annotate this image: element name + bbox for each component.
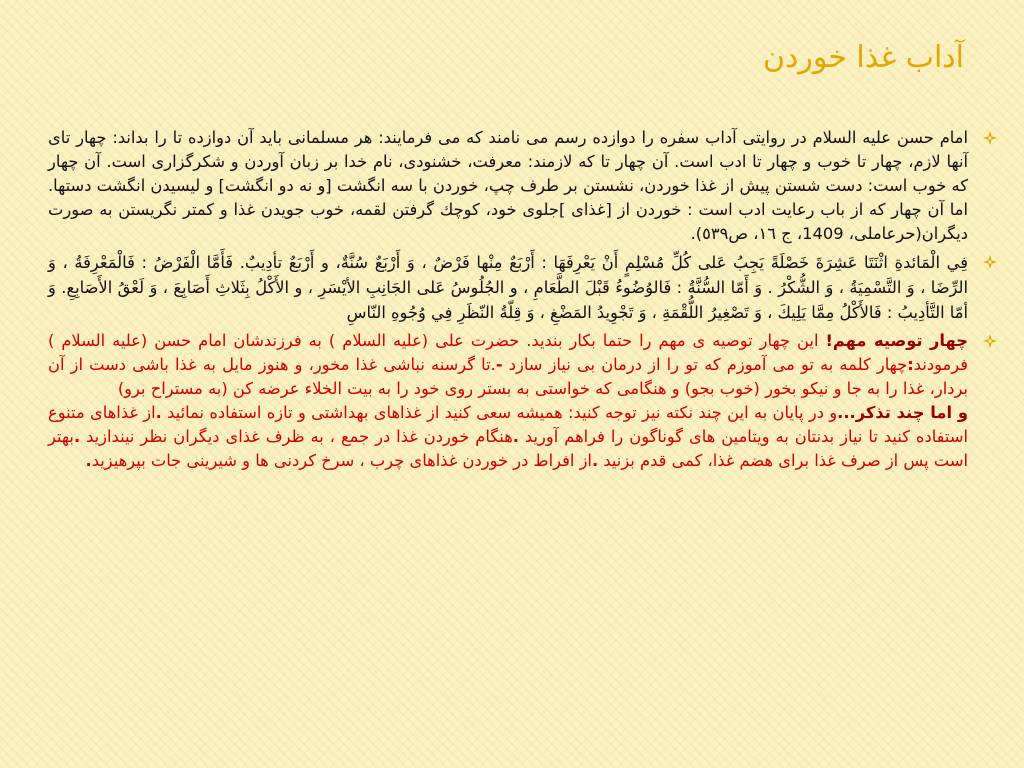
advice-text: .تا گرسنه نباشی غذا مخور، و هنوز مایل به غذا باشی دست از آن بردار، غذا را به جا و نیکو بخور (خوب بجو) و هنگامی که خواستی به بستر روی خود را به بیت الخلاء عرضه کن (به مستراح برو)	[48, 355, 968, 398]
reminders-text: هنگام خوردن غذا در جمع ، به ظرف غذای دیگران نظر نیندازید	[80, 427, 513, 446]
reminders-heading: و اما چند تذکر...	[837, 403, 968, 422]
reminders-dot: .	[512, 427, 519, 446]
advice-text: این چهار توصیه ی مهم را حتما بکار بندید. حضرت علی (علیه السلام ) به فرزندشان امام حسن (علیه السلام ) فرمودند	[48, 331, 968, 374]
reminders-dot: .	[73, 427, 81, 446]
paragraph-text: فِي الْمَائدةِ اثْنَتَا عَشِرَةَ خَصْلَةً يَجِبُ عَلی كُلِّ مُسْلِمٍ أَنْ يَعْرِفَهَا : أَرْبَعٌ مِنْها فَرْضٌ ، وَ أَرْبَعٌ سُنَّةٌ، و أَرْبَعٌ تأدِيبٌ. فَأَمَّا الْفَرْضُ : فَالْمَعْرِفَةُ ، وَ الرِّضَا ، وَ التَّسْمِيَةُ ، وَ الشُّكْرُ . وَ أَمّا السُّنَّةُ : فَالوُضُوءُ قَبْلَ الطَّعَامِ ، و الجُلُوسُ عَلی الجَانِبِ الأيْسَرِ ، و الأَكْلُ بِثَلاثِ أَصَابِعَ ، وَ لَعْقُ الأَصَابِعِ. وَ أمّا التَّأدِيبُ : فَالأَكْلُ مِمَّا يَلِيكَ ، وَ تَصْغِيرُ اللُّقْمَةِ ، وَ تَجْوِيدُ المَضْغِ ، وَ قِلّةُ النّظَرِ فِي وُجُوهِ النّاسِ	[48, 253, 968, 322]
advice-heading: چهار توصیه مهم!	[825, 331, 968, 350]
reminders-dot: .	[591, 451, 599, 470]
slide-body	[48, 126, 968, 477]
reminders-dot: .	[85, 451, 92, 470]
diamond-star-icon	[983, 131, 997, 145]
advice-paragraph	[48, 329, 968, 473]
diamond-star-icon	[983, 334, 997, 348]
hadith-arabic-paragraph	[48, 250, 968, 325]
reminders-dot: .	[155, 403, 162, 422]
reminders-text: بهتر است پس از صرف غذا برای هضم غذا، کمی قدم بزنید	[48, 427, 968, 470]
slide-title: آداب غذا خوردن	[762, 40, 964, 75]
reminders-text: و در پایان به این چند نکته نیز توجه کنید: همیشه سعی کنید از غذاهای بهداشتی و تازه استفاده نمائید	[161, 403, 838, 422]
advice-colon: :	[907, 355, 914, 374]
diamond-star-icon	[983, 255, 997, 269]
reminders-text: از غذاهای متنوع استفاده کنید تا نیاز بدنتان به ویتامین های گوناگون را فراهم آورید	[48, 403, 968, 446]
reminders-text: از افراط در خوردن غذاهای چرب ، سرخ کردنی ها و شیرینی جات بپرهیزید	[91, 451, 592, 470]
advice-text: چهار کلمه به تو می آموزم که تو را از درمان بی نیاز سازد	[502, 355, 908, 374]
hadith-persian-paragraph	[48, 126, 968, 246]
paragraph-text: امام حسن علیه السلام در روایتی آداب سفره را دوازده رسم می نامند که می فرمایند: هر مسلمانی باید آن دوازده تا را بداند: چهار تای آنها لازم، چهار تا خوب و چهار تا ادب است. آن چهار تا که لازمند: معرفت، خشنودی، نام خدا بر زبان آوردن و شکرگزاری است. آن چهار که خوب است: دست شستن پیش از غذا خوردن، نشستن بر طرف چپ، خوردن با سه انگشت [و نه دو انگشت] و لیسیدن انگشت دستها. اما آن چهار که از باب رعایت ادب است : خوردن از [غذای ]جلوی خود، کوچك گرفتن لقمه، خوب جویدن غذا و کمتر نگریستن به صورت دیگران(حرعاملی، 1409، ج ١٦، ص٥٣٩).	[48, 128, 968, 243]
advice-dash: -	[495, 355, 503, 374]
